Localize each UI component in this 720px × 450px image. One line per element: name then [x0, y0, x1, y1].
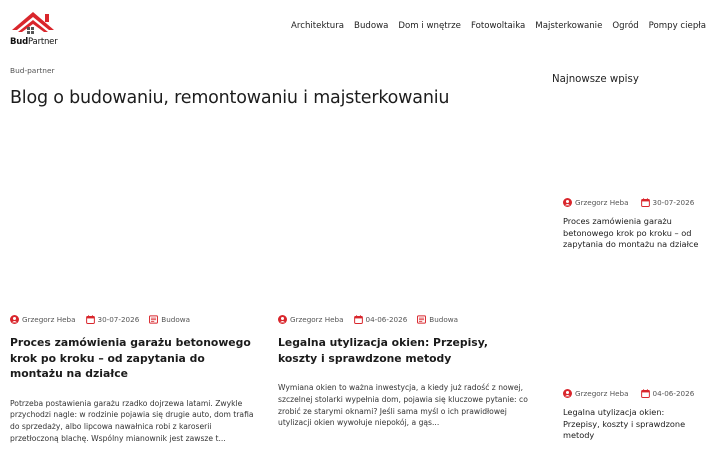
sidebar-title: Najnowsze wpisy — [552, 74, 639, 85]
calendar-icon — [641, 198, 650, 207]
sidebar-post-author[interactable]: Grzegorz Heba — [575, 389, 629, 398]
calendar-icon — [354, 315, 363, 324]
post-author[interactable]: Grzegorz Heba — [290, 315, 344, 324]
sidebar-post-meta — [563, 198, 703, 207]
nav-item-ogrod[interactable]: Ogród — [612, 21, 639, 31]
user-icon — [563, 389, 572, 398]
post-card — [278, 315, 528, 429]
nav-item-fotowoltaika[interactable]: Fotowoltaika — [470, 21, 526, 31]
post-author[interactable]: Grzegorz Heba — [22, 315, 76, 324]
site-header — [0, 0, 720, 56]
post-excerpt: Wymiana okien to ważna inwestycja, a kiedy już radość z nowej, szczelnej stolarki wypełnia dom, pojawia się kluczowe pytanie: co zrobić ze starymi oknami? Jeśli sama myśl o ich prawidłowej utylizacji okien wywołuje niepokój, a gąs... — [278, 383, 528, 428]
post-card — [10, 315, 260, 445]
sidebar-post-meta — [563, 389, 703, 398]
post-category[interactable]: Budowa — [161, 315, 191, 324]
sidebar-post-title[interactable]: Proces zamówienia garażu betonowego krok po kroku – od zapytania do montażu na działce — [563, 216, 699, 249]
sidebar-post-date: 04-06-2026 — [652, 389, 695, 398]
page-title: Blog o budowaniu, remontowaniu i majsterkowaniu — [10, 88, 450, 108]
nav-item-architektura[interactable]: Architektura — [291, 21, 345, 31]
calendar-icon — [641, 389, 650, 398]
site-logo[interactable] — [10, 10, 62, 46]
house-roof-icon — [10, 10, 60, 36]
sidebar-post — [563, 389, 703, 442]
sidebar-post-title[interactable]: Legalna utylizacja okien: Przepisy, koszty i sprawdzone metody — [563, 407, 686, 440]
post-date: 04-06-2026 — [365, 315, 408, 324]
post-title[interactable]: Legalna utylizacja okien: Przepisy, koszty i sprawdzone metody — [278, 336, 489, 365]
post-date: 30-07-2026 — [97, 315, 140, 324]
nav-item-majsterkowanie[interactable]: Majsterkowanie — [535, 21, 603, 31]
user-icon — [10, 315, 19, 324]
post-excerpt: Potrzeba postawienia garażu rzadko dojrzewa latami. Zwykle przychodzi nagle: w rodzinie pojawia się drugie auto, dom trafia do sprzedaży, albo lipcowa nawałnica robi z karoserii przetłoczoną blachę. Wspólny mianownik jest zawsze t... — [10, 398, 254, 443]
nav-item-budowa[interactable]: Budowa — [354, 21, 389, 31]
post-category[interactable]: Budowa — [429, 315, 459, 324]
user-icon — [563, 198, 572, 207]
breadcrumb[interactable]: Bud-partner — [10, 66, 55, 75]
post-meta — [278, 315, 528, 324]
main-nav — [291, 21, 706, 31]
sidebar-post-author[interactable]: Grzegorz Heba — [575, 198, 629, 207]
category-icon — [417, 315, 426, 324]
nav-item-dom-i-wnetrze[interactable]: Dom i wnętrze — [398, 21, 461, 31]
nav-item-pompy-ciepla[interactable]: Pompy ciepła — [648, 21, 706, 31]
logo-text: BudPartner — [10, 37, 58, 47]
sidebar-post — [563, 198, 703, 251]
user-icon — [278, 315, 287, 324]
sidebar-post-date: 30-07-2026 — [652, 198, 695, 207]
post-meta — [10, 315, 260, 324]
post-title[interactable]: Proces zamówienia garażu betonowego krok po kroku – od zapytania do montażu na działce — [10, 336, 251, 380]
category-icon — [149, 315, 158, 324]
calendar-icon — [86, 315, 95, 324]
